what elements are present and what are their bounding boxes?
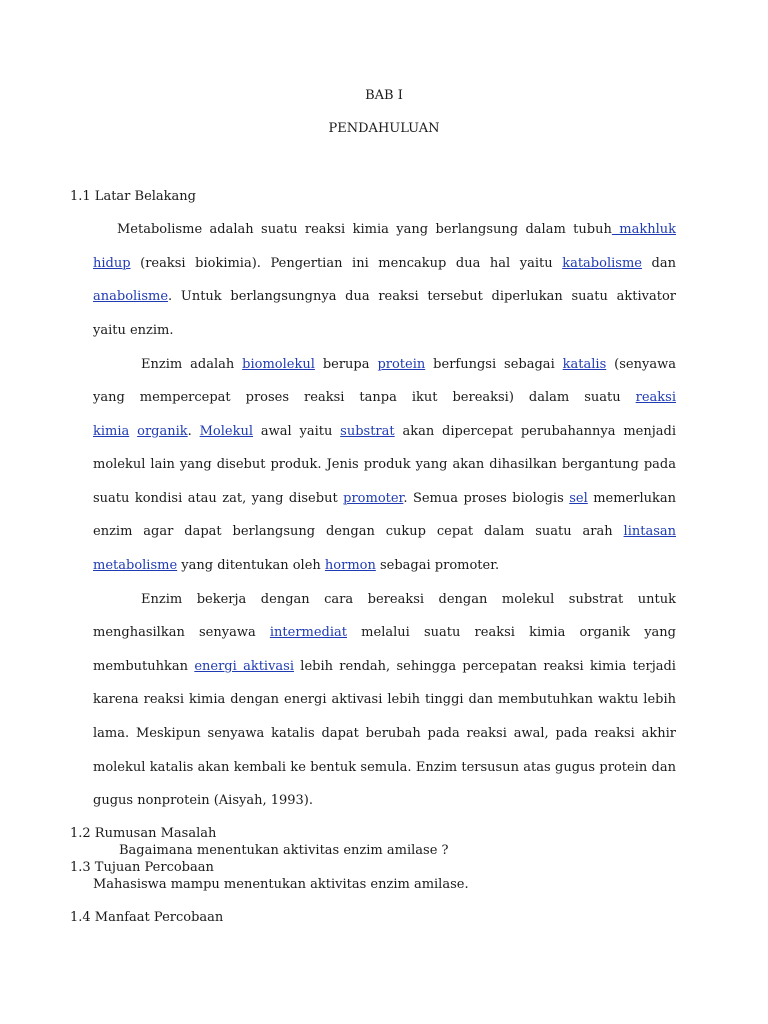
text: berfungsi sebagai — [425, 357, 563, 372]
link-reaksi[interactable]: reaksi — [635, 390, 676, 405]
section-heading-1-2: 1.2 Rumusan Masalah — [70, 826, 217, 841]
link-hormon[interactable]: hormon — [324, 558, 376, 573]
text: Enzim adalah — [141, 357, 243, 372]
paragraph-line: molekul katalis akan kembali ke bentuk semula. Enzim tersusun atas gugus protein dan — [93, 760, 676, 775]
section-text-1-2: Bagaimana menentukan aktivitas enzim amilase ? — [119, 843, 449, 858]
paragraph-line — [117, 222, 676, 237]
text: awal yaitu — [253, 424, 341, 439]
paragraph-line — [93, 256, 676, 271]
text: akan dipercepat perubahannya menjadi — [394, 424, 676, 439]
text: membutuhkan — [93, 659, 195, 674]
paragraph-line: karena reaksi kimia dengan energi aktivasi lebih tinggi dan membutuhkan waktu lebih — [93, 692, 676, 707]
text: berupa — [314, 357, 378, 372]
paragraph-line — [93, 625, 676, 640]
text — [129, 424, 137, 439]
link-intermediat[interactable]: intermediat — [269, 625, 348, 640]
link-energi-aktivasi[interactable]: energi aktivasi — [194, 659, 294, 674]
section-heading-1-3: 1.3 Tujuan Percobaan — [70, 860, 214, 875]
text: . Untuk berlangsungnya dua reaksi tersebut diperlukan suatu aktivator — [168, 289, 676, 304]
paragraph-line — [93, 424, 676, 439]
text: enzim agar dapat berlangsung dengan cukup cepat dalam suatu arah — [93, 524, 624, 539]
text: (reaksi biokimia). Pengertian ini mencakup dua hal yaitu — [130, 256, 563, 271]
paragraph-line — [93, 659, 676, 674]
link-kimia[interactable]: kimia — [93, 424, 130, 439]
link-substrat[interactable]: substrat — [340, 424, 395, 439]
link-biomolekul[interactable]: biomolekul — [242, 357, 315, 372]
chapter-title: PENDAHULUAN — [328, 121, 440, 136]
link-promoter[interactable]: promoter — [343, 491, 404, 506]
paragraph-line: gugus nonprotein (Aisyah, 1993). — [93, 793, 314, 808]
chapter-number: BAB I — [365, 88, 403, 103]
paragraph-line: Enzim bekerja dengan cara bereaksi dengan molekul substrat untuk — [141, 592, 676, 607]
link-organik[interactable]: organik — [137, 424, 188, 439]
text: Metabolisme adalah suatu reaksi kimia yang berlangsung dalam tubuh — [117, 222, 612, 237]
paragraph-line — [141, 357, 676, 372]
paragraph-line: molekul lain yang disebut produk. Jenis produk yang akan dihasilkan bergantung pada — [93, 457, 676, 472]
link-molekul[interactable]: Molekul — [199, 424, 254, 439]
section-heading-1-4: 1.4 Manfaat Percobaan — [70, 910, 224, 925]
link-metabolisme[interactable]: metabolisme — [93, 558, 178, 573]
text: melalui suatu reaksi kimia organik yang — [347, 625, 676, 640]
link-anabolisme[interactable]: anabolisme — [93, 289, 169, 304]
section-heading-1-1: 1.1 Latar Belakang — [70, 189, 196, 204]
link-katabolisme[interactable]: katabolisme — [562, 256, 642, 271]
text: (senyawa — [606, 357, 676, 372]
text: lebih rendah, sehingga percepatan reaksi kimia terjadi — [294, 659, 676, 674]
paragraph-line — [93, 524, 676, 539]
text: dan — [641, 256, 676, 271]
text: . Semua proses biologis — [403, 491, 570, 506]
text: yang mempercepat proses reaksi tanpa ikut bereaksi) dalam suatu — [93, 390, 636, 405]
paragraph-line — [93, 491, 676, 506]
section-text-1-3: Mahasiswa mampu menentukan aktivitas enzim amilase. — [93, 877, 469, 892]
link-katalis[interactable]: katalis — [562, 357, 607, 372]
paragraph-line — [93, 390, 676, 405]
paragraph-line: yaitu enzim. — [93, 323, 174, 338]
text: suatu kondisi atau zat, yang disebut — [93, 491, 344, 506]
link-sel[interactable]: sel — [569, 491, 588, 506]
text: sebagai promoter. — [375, 558, 500, 573]
link-protein[interactable]: protein — [377, 357, 426, 372]
text: . — [187, 424, 200, 439]
link-makhluk[interactable]: makhluk — [611, 222, 677, 237]
link-hidup[interactable]: hidup — [93, 256, 131, 271]
text: memerlukan — [587, 491, 676, 506]
link-lintasan[interactable]: lintasan — [623, 524, 676, 539]
paragraph-line: lama. Meskipun senyawa katalis dapat berubah pada reaksi awal, pada reaksi akhir — [93, 726, 676, 741]
text: menghasilkan senyawa — [93, 625, 270, 640]
paragraph-line — [93, 558, 676, 573]
text: yang ditentukan oleh — [177, 558, 325, 573]
paragraph-line — [93, 289, 676, 304]
